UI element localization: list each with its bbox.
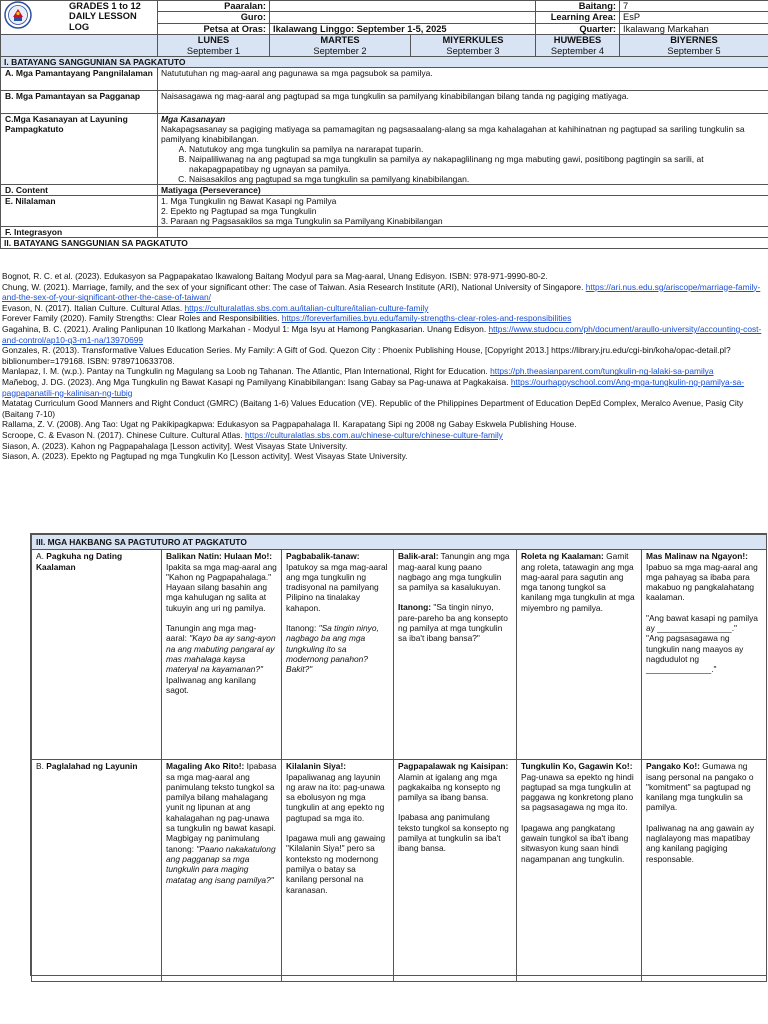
reference-link[interactable]: https://www.studocu.com/ph/document/araullo-university/accounting-cost-and-control/ap10-q3-m1-na/13970699 (2, 323, 762, 345)
section-1-title: I. BATAYANG SANGGUNIAN SA PAGKATUTO (1, 57, 768, 68)
title: Mas Malinaw na Ngayon!: (646, 551, 748, 562)
body3: Ipaliwanag ang kanilang sagot. (166, 674, 256, 695)
italic: "Paano nakakatulong ang pagganap sa mga tungkulin para maging matatag ang isang pamilya?" (166, 843, 276, 885)
day-date: September 1 (186, 45, 241, 56)
reference-link[interactable]: https://foreverfamilies.byu.edu/family-strengths-clear-roles-and-responsibilities (281, 313, 572, 324)
topics-label: E. Nilalaman (1, 196, 158, 227)
activity-paragraph (398, 602, 512, 643)
reference-item (2, 303, 764, 314)
activity-paragraph (166, 623, 277, 695)
reference-text: Mañebog, J. DG. (2023). Ang Mga Tungkulin ng Bawat Kasapi ng Pamilyang Kinabibilangan: Isang Gabay sa Pag-unawa at Pagkakaisa. (2, 376, 511, 387)
activity-paragraph (646, 551, 762, 602)
reference-item (2, 366, 764, 377)
topics-value (158, 196, 768, 227)
dll-page-2 (30, 533, 767, 976)
reference-item (2, 451, 764, 462)
activity-cell (642, 760, 767, 982)
integration-value (158, 227, 768, 238)
activity-paragraph (398, 812, 512, 853)
activity-cell (517, 550, 642, 760)
section-3-table (31, 534, 767, 982)
reference-item (2, 441, 764, 452)
activity-paragraph (286, 833, 389, 895)
activity-paragraph (398, 761, 512, 802)
title-line-3: LOG (69, 21, 90, 32)
procedure-label-text: Paglalahad ng Layunin (46, 761, 138, 772)
day-date: September 3 (446, 45, 500, 56)
body2: Ipabasa ang panimulang teksto tungkol sa konsepto ng pamilya at tungkulin sa iba't ibang bansa. (398, 812, 509, 854)
reference-text: Rallama, Z. V. (2008). Ang Tao: Ugat ng Pakikipagkapwa: Edukasyon sa Pagpapahalaga II. Karapatang Sipi ng 2008 ng Gabay Eskwela Publishing House. (2, 419, 577, 430)
title: Pangako Ko!: (646, 761, 700, 772)
activity-paragraph (398, 551, 512, 592)
reference-item (2, 271, 764, 282)
topic-item: 2. Epekto ng Pagtupad sa mga Tungkulin (161, 206, 317, 216)
title: Tungkulin Ko, Gagawin Ko!: (521, 761, 633, 772)
activity-cell (282, 550, 394, 760)
dll-page-1 (0, 0, 768, 505)
objectives-list (161, 144, 765, 184)
day-name: MIYERKULES (442, 35, 504, 46)
procedure-label-text: Pagkuha ng Dating Kaalaman (36, 551, 123, 572)
competencies-label: C.Mga Kasanayan at Layuning Pampagkatuto (1, 114, 158, 185)
title-line-1: GRADES 1 to 12 (69, 1, 141, 11)
activity-paragraph (521, 823, 637, 864)
reference-text: Matatag Curriculum Good Manners and Right Conduct (GMRC) (Baitang 1-6) Values Education (VE). Republic of the Philippines Department of Education DepEd Complex, Meralco Avenue, Pasig City (Baitang 7-10) (2, 398, 744, 419)
reference-text: Siason, A. (2023). Epekto ng Pagtupad ng mga Tungkulin Ko [Lesson activity]. West Visayas State University. (2, 451, 408, 462)
body: Gumawa ng isang personal na pangako o "komitment" sa pagtupad ng kanilang mga tungkulin sa pamilya. (646, 761, 754, 813)
title-line-2: DAILY LESSON (69, 11, 137, 22)
area-field[interactable]: EsP (620, 12, 768, 23)
body2: "Ang bawat kasapi ng pamilya ay ________________." (646, 612, 758, 634)
body2: Itanong: (286, 623, 319, 634)
performance-standards-value: Naisasagawa ng mag-aaral ang pagtupad sa mga tungkulin sa pamilyang kinabibilangan bilang tanda ng pagiging matiyaga. (158, 91, 768, 114)
italic: "Kayo ba ay sang-ayon na ang mabuting pangaral ay mas mahalaga kaysa materyal na kayamanan?" (166, 633, 276, 675)
activity-paragraph (286, 761, 389, 823)
activity-paragraph (646, 613, 762, 634)
reference-link[interactable]: https://culturalatlas.sbs.com.au/chinese-culture/chinese-culture-family (245, 429, 503, 440)
spacer (521, 813, 637, 823)
content-standards-value: Natututuhan ng mag-aaral ang pagunawa sa mga pagsubok sa pamilya. (158, 68, 768, 91)
competencies-intro: Nakapagsasanay sa pagiging matiyaga sa pamamagitan ng pagsasaalang-alang sa mga kahalagahan at kahihinatnan ng pagtupad sa sariling tungkulin sa pamilyang kinabibilangan. (161, 124, 745, 144)
reference-text: Gonzales, R. (2013). Transformative Values Education Series. My Family: A Gift of God. Quezon City : Phoenix Publishing House, [Copyright 2013.] https://library.jru.edu/cgi-bin/koha/opac-detail.pl?biblionumber=179168. ISBN: 9789710633708. (2, 345, 731, 366)
title: Kilalanin Siya!: (286, 761, 347, 772)
activity-cell (282, 760, 394, 982)
teacher-label: Guro: (158, 12, 270, 23)
school-field[interactable] (270, 1, 536, 12)
italic: "Sa tingin ninyo, nagbago ba ang mga tungkuling ito sa modernong panahon? Bakit?" (286, 623, 379, 675)
body2: Tanungin ang mga mag-aaral: (166, 623, 257, 644)
reference-item (2, 324, 764, 345)
objective-item: C. Naisasakilos ang pagtupad sa mga tungkulin sa pamilyang kinabibilangan. (189, 174, 765, 184)
activity-paragraph (646, 633, 762, 674)
section-2-title: II. BATAYANG SANGGUNIAN SA PAGKATUTO (1, 238, 768, 249)
title: Roleta ng Kaalaman: (521, 551, 604, 562)
date-field[interactable]: Ikalawang Linggo: September 1-5, 2025 (270, 23, 536, 34)
reference-item (2, 377, 764, 398)
reference-item (2, 345, 764, 366)
reference-link[interactable]: https://culturalatlas.sbs.com.au/italian-culture/italian-culture-family (184, 302, 429, 313)
content-standards-label: A. Mga Pamantayang Pangnilalaman (1, 68, 158, 91)
title: Magaling Ako Rito!: (166, 761, 245, 772)
body: Ipakita sa mga mag-aaral ang "Kahon ng Pagpapahalaga." Hayaan silang basahin ang mga kahulugan ng salita at tukuyin ang uri ng pamilya. (166, 561, 277, 613)
reference-text: Chung, W. (2021). Marriage, family, and the sex of your significant other: The case of Taiwan. Asia Research Institute (ARI), National University of Singapore. (2, 281, 586, 292)
area-label: Learning Area: (536, 12, 620, 23)
activity-paragraph (521, 551, 637, 613)
section-3-title: III. MGA HAKBANG SA PAGTUTURO AT PAGKATUTO (32, 535, 767, 550)
body2: Ipaliwanag na ang gawain ay naglalayong mas mapatibay ang kanilang pagiging responsable. (646, 822, 755, 864)
activity-cell (162, 760, 282, 982)
day-name: LUNES (197, 35, 230, 46)
body2: Ipagawa ang pangkatang gawain tungkol sa iba't ibang sitwasyon kung saan hindi nagampanan ang tungkulin. (521, 822, 629, 864)
day-header-friday (620, 35, 768, 57)
activity-paragraph (646, 823, 762, 864)
day-header-tuesday (270, 35, 411, 57)
procedure-row (32, 760, 767, 982)
body: Gamit ang roleta, tatawagin ang mga mag-aaral para sagutin ang mga tanong tungkol sa kanilang mga tungkulin at mga miyembro ng pamilya. (521, 551, 635, 613)
activity-cell (394, 550, 517, 760)
day-date: September 2 (313, 45, 367, 56)
day-header-wednesday (411, 35, 536, 57)
activity-paragraph (166, 551, 277, 613)
day-name: MARTES (320, 35, 360, 46)
quarter-label: Quarter: (536, 23, 620, 34)
activity-cell (162, 550, 282, 760)
reference-item (2, 313, 764, 324)
activity-paragraph (646, 761, 762, 812)
day-header-thursday (536, 35, 620, 57)
activity-paragraph (166, 761, 277, 885)
q-bold: Itanong: (398, 602, 432, 613)
title: Balik-aral: (398, 551, 439, 562)
procedure-row (32, 550, 767, 760)
body3: "Ang pagsasagawa ng tungkulin nang maayos ay nagdudulot ng ______________." (646, 633, 744, 675)
title: Pagpapalawak ng Kaisipan: (398, 761, 509, 772)
date-label: Petsa at Oras: (158, 23, 270, 34)
day-name: HUWEBES (553, 35, 602, 46)
spacer (398, 592, 512, 602)
reference-item (2, 282, 764, 303)
quarter-field[interactable]: Ikalawang Markahan (620, 23, 768, 34)
reference-text: Manlapaz, I. M. (w.p.). Pantay na Tungkulin ng Magulang sa Loob ng Tahanan. The Atlantic, Plan International, Right for Education. (2, 366, 491, 377)
q-text: "Sa tingin ninyo, pare-pareho ba ang konsepto ng pamilya at mga tungkulin sa iba't ibang bansa?" (398, 602, 508, 644)
body: Tanungin ang mga mag-aaral kung paano nagbago ang mga tungkulin sa pamilya sa kasalukuyan. (398, 551, 510, 593)
activity-cell (642, 550, 767, 760)
body: Ipapaliwanag ang layunin ng araw na ito: pag-unawa sa ebolusyon ng mga tungkulin at ang epekto ng pagtupad sa mga ito. (286, 771, 385, 823)
procedure-label (32, 550, 162, 760)
spacer (286, 823, 389, 833)
day-date: September 5 (667, 45, 721, 56)
integration-label: F. Integrasyon (1, 227, 158, 238)
spacer (646, 603, 762, 613)
body: Ipabasa sa mga mag-aaral ang panimulang teksto tungkol sa pamilya bilang mahalagang yunit ng lipunan at ang kahalagahan ng pag-unawa sa tungkulin ng bawat kasapi. Magbigay ng panimulang tanong: (166, 761, 277, 854)
content-value: Matiyaga (Perseverance) (158, 185, 768, 196)
header-table (0, 0, 768, 57)
topic-item: 1. Mga Tungkulin ng Bawat Kasapi ng Pamilya (161, 196, 337, 206)
activity-paragraph (286, 623, 389, 674)
activity-cell (517, 760, 642, 982)
spacer (286, 613, 389, 623)
body: Ipatukoy sa mga mag-aaral ang mga tungkulin ng tradisyonal na pamilyang Pilipino na tinalakay kahapon. (286, 561, 388, 613)
procedure-label (32, 760, 162, 982)
content-label: D. Content (1, 185, 158, 196)
grade-label: Baitang: (536, 1, 620, 12)
performance-standards-label: B. Mga Pamantayan sa Pagganap (1, 91, 158, 114)
activity-paragraph (521, 761, 637, 812)
body2: Ipagawa muli ang gawaing "Kilalanin Siya!" pero sa konteksto ng modernong pamilya o batay sa kanilang personal na karanasan. (286, 833, 386, 895)
day-name: BIYERNES (670, 35, 718, 46)
title: Balikan Natin: Hulaan Mo!: (166, 551, 273, 562)
reference-text: Forever Family (2020). Family Strengths: Clear Roles and Responsibilities. (2, 313, 282, 324)
grade-field[interactable]: 7 (620, 1, 768, 12)
reference-link[interactable]: https://ourhappyschool.com/Ang-mga-tungkulin-ng-pamilya-sa-pagpapanatili-ng-kalinisan-ng-tubig (2, 376, 745, 398)
school-label: Paaralan: (158, 1, 270, 12)
reference-link[interactable]: https://ari.nus.edu.sg/ariscope/marriage-family-and-the-sex-of-your-significant-other-the-case-of-taiwan/ (2, 281, 761, 303)
reference-item (2, 430, 764, 441)
procedure-label-prefix: A. (36, 551, 47, 562)
objective-item: B. Naipaliliwanag na ang pagtupad sa mga tungkulin sa pamilya ay nakapaglilinang ng mga mabuting gawi, positibong pagtingin sa sarili, at nakapagpapatibay ng ugnayan sa pamilya. (189, 154, 765, 174)
reference-item (2, 398, 764, 419)
reference-text: Bognot, R. C. et al. (2023). Edukasyon sa Pagpapakatao Ikawalong Baitang Modyul para sa Mag-aaral, Unang Edisyon. ISBN: 978-971-9990-80-2. (2, 271, 548, 281)
objective-item: A. Natutukoy ang mga tungkulin sa pamilya na nararapat tuparin. (189, 144, 765, 154)
reference-text: Scroope, C. & Evason N. (2017). Chinese Culture. Cultural Atlas. (2, 429, 245, 440)
procedure-label-prefix: B. (36, 761, 47, 772)
topic-item: 3. Paraan ng Pagsasakilos sa mga Tungkulin sa Pamilyang Kinabibilangan (161, 216, 443, 226)
title: Pagbabalik-tanaw: (286, 551, 360, 562)
spacer (398, 802, 512, 812)
competencies-heading: Mga Kasanayan (161, 114, 226, 124)
spacer (646, 813, 762, 823)
competencies-value (158, 114, 768, 185)
reference-text: Evason, N. (2017). Italian Culture. Cultural Atlas. (2, 302, 185, 313)
section-3-rows (32, 550, 767, 982)
dll-title (1, 1, 158, 35)
section-1-table (0, 56, 768, 249)
day-date: September 4 (550, 45, 605, 56)
day-header-blank (1, 35, 158, 57)
body: Pag-unawa sa epekto ng hindi pagtupad sa mga tungkulin at paggawa ng konkretong plano sa pagsasagawa ng mga ito. (521, 771, 634, 813)
body: Alamin at igalang ang mga pagkakaiba ng konsepto ng pamilya sa ibang bansa. (398, 771, 501, 803)
spacer (166, 613, 277, 623)
reference-text: Siason, A. (2023). Kahon ng Pagpapahalaga [Lesson activity]. West Visayas State University. (2, 440, 348, 451)
reference-item (2, 419, 764, 430)
activity-cell (394, 760, 517, 982)
teacher-field[interactable] (270, 12, 536, 23)
body: Ipabuo sa mga mag-aaral ang mga pahayag sa ibaba para makabuo ng pangkalahatang kaalaman. (646, 561, 758, 603)
day-header-monday (158, 35, 270, 57)
reference-link[interactable]: https://ph.theasianparent.com/tungkulin-ng-lalaki-sa-pamilya (490, 366, 714, 377)
references-list (0, 271, 766, 462)
reference-text: Gagahina, B. C. (2021). Araling Panlipunan 10 Ikatlong Markahan - Modyul 1: Mga Isyu at Hamong Pangkasarian. Unang Edisyon. (2, 323, 489, 334)
activity-paragraph (286, 551, 389, 613)
